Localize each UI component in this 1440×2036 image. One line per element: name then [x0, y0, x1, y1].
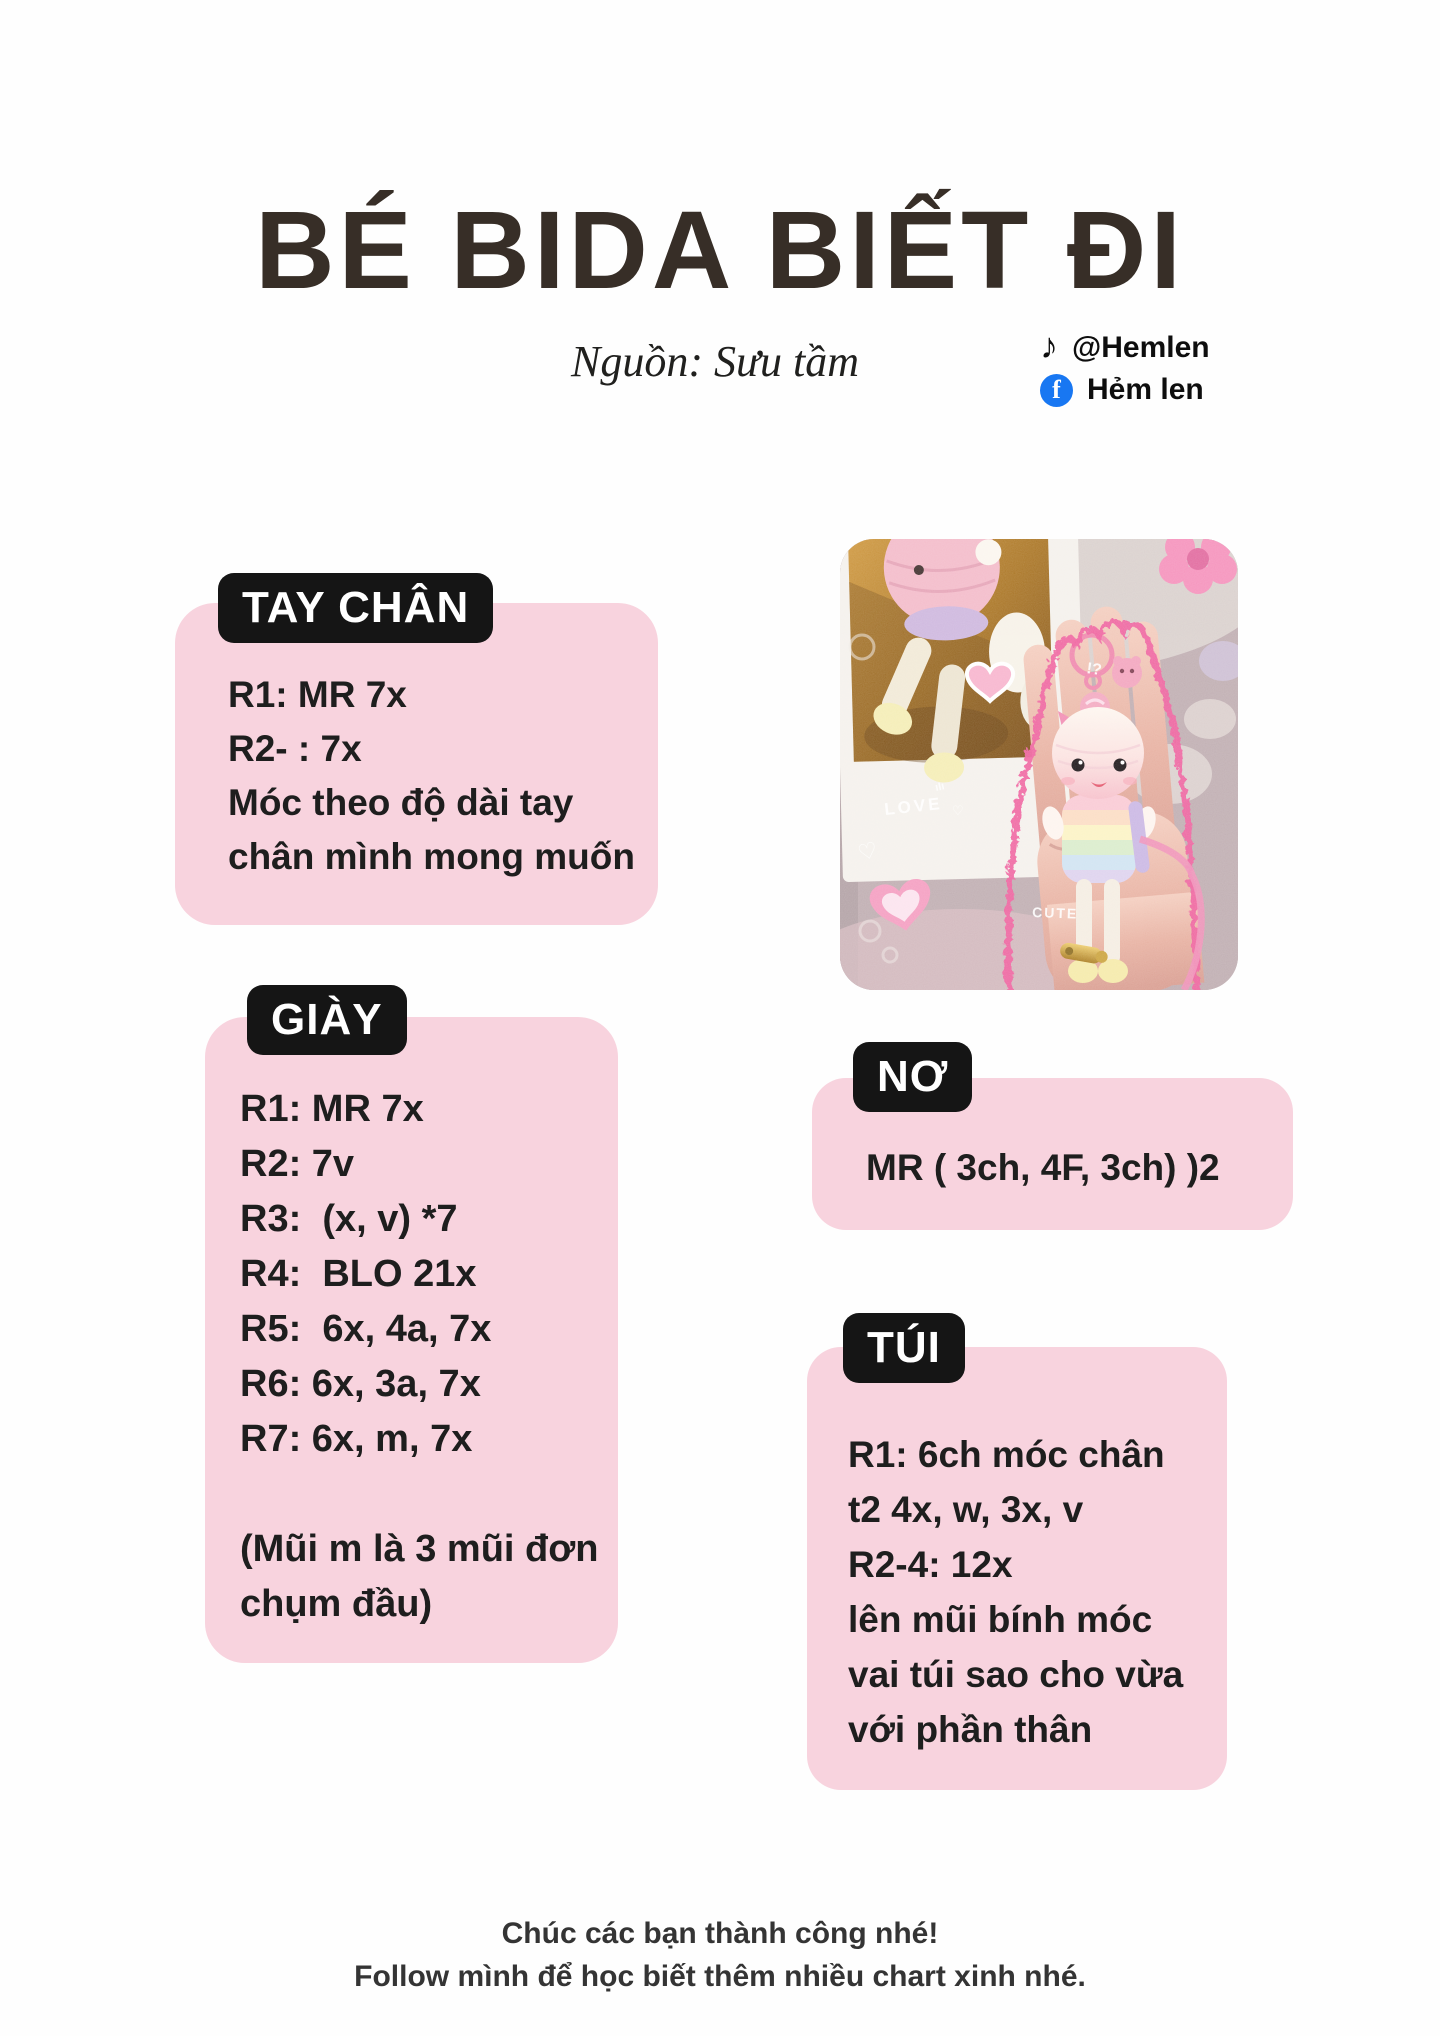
svg-text:♡: ♡ — [952, 803, 964, 818]
footer-line-1: Chúc các bạn thành công nhé! — [501, 1917, 939, 1950]
pattern-line: t2 4x, w, 3x, v — [848, 1489, 1084, 1530]
section-label-tay-chan: TAY CHÂN — [218, 573, 493, 643]
section-lines-tui — [848, 1427, 1183, 1757]
source-subtitle: Nguồn: Sưu tầm — [571, 337, 859, 386]
exclaim-doodle-text: !? — [1085, 660, 1103, 680]
pattern-line: lên mũi bính móc — [848, 1599, 1153, 1640]
pattern-line: R2: 7v — [240, 1143, 355, 1185]
pattern-line: chân mình mong muốn — [228, 836, 635, 877]
pattern-line: vai túi sao cho vừa — [848, 1654, 1184, 1695]
facebook-icon: f — [1040, 374, 1073, 407]
section-label-giay: GIÀY — [247, 985, 407, 1055]
crochet-doll-photo — [840, 539, 1238, 990]
section-lines-tay-chan — [228, 668, 635, 884]
svg-text:♡: ♡ — [855, 836, 881, 866]
section-lines-no — [866, 1140, 1220, 1195]
page-title: BÉ BIDA BIẾT ĐI — [255, 189, 1185, 312]
svg-text:ıIı: ıIı — [934, 780, 946, 794]
pattern-line: (Mũi m là 3 mũi đơn — [240, 1528, 599, 1570]
pattern-line: R1: 6ch móc chân — [848, 1434, 1165, 1475]
pattern-line: MR ( 3ch, 4F, 3ch) )2 — [866, 1147, 1220, 1188]
pattern-line: R1: MR 7x — [228, 674, 407, 715]
pattern-line: R1: MR 7x — [240, 1088, 424, 1130]
pattern-line: R7: 6x, m, 7x — [240, 1418, 473, 1460]
facebook-handle: Hẻm len — [1087, 373, 1204, 406]
section-lines-giay — [240, 1082, 598, 1632]
pattern-line: R6: 6x, 3a, 7x — [240, 1363, 481, 1405]
pattern-line: R2-4: 12x — [848, 1544, 1013, 1585]
love-doodle-text: LOVE — [883, 793, 944, 819]
footer — [0, 1912, 1440, 1998]
pattern-line: R4: BLO 21x — [240, 1253, 477, 1295]
section-label-no: NƠ — [853, 1042, 972, 1112]
pattern-line-spacer — [240, 1467, 598, 1522]
pattern-line: R5: 6x, 4a, 7x — [240, 1308, 492, 1350]
social-links — [1040, 327, 1210, 411]
pattern-line: Móc theo độ dài tay — [228, 782, 574, 823]
cute-doodle-text: CUTE — [1031, 904, 1079, 922]
footer-line-2: Follow mình để học biết thêm nhiều chart xinh nhé. — [354, 1960, 1086, 1993]
tiktok-row — [1040, 327, 1210, 369]
section-label-tui: TÚI — [843, 1313, 965, 1383]
tiktok-icon: ♪ — [1040, 325, 1058, 366]
pattern-line: chụm đầu) — [240, 1583, 433, 1625]
pattern-line: R2- : 7x — [228, 728, 362, 769]
doll-photo-illustration — [840, 539, 1238, 990]
pattern-line: R3: (x, v) *7 — [240, 1198, 458, 1240]
facebook-row — [1040, 369, 1210, 411]
pattern-line: với phần thân — [848, 1709, 1093, 1750]
tiktok-handle: @Hemlen — [1072, 331, 1210, 364]
